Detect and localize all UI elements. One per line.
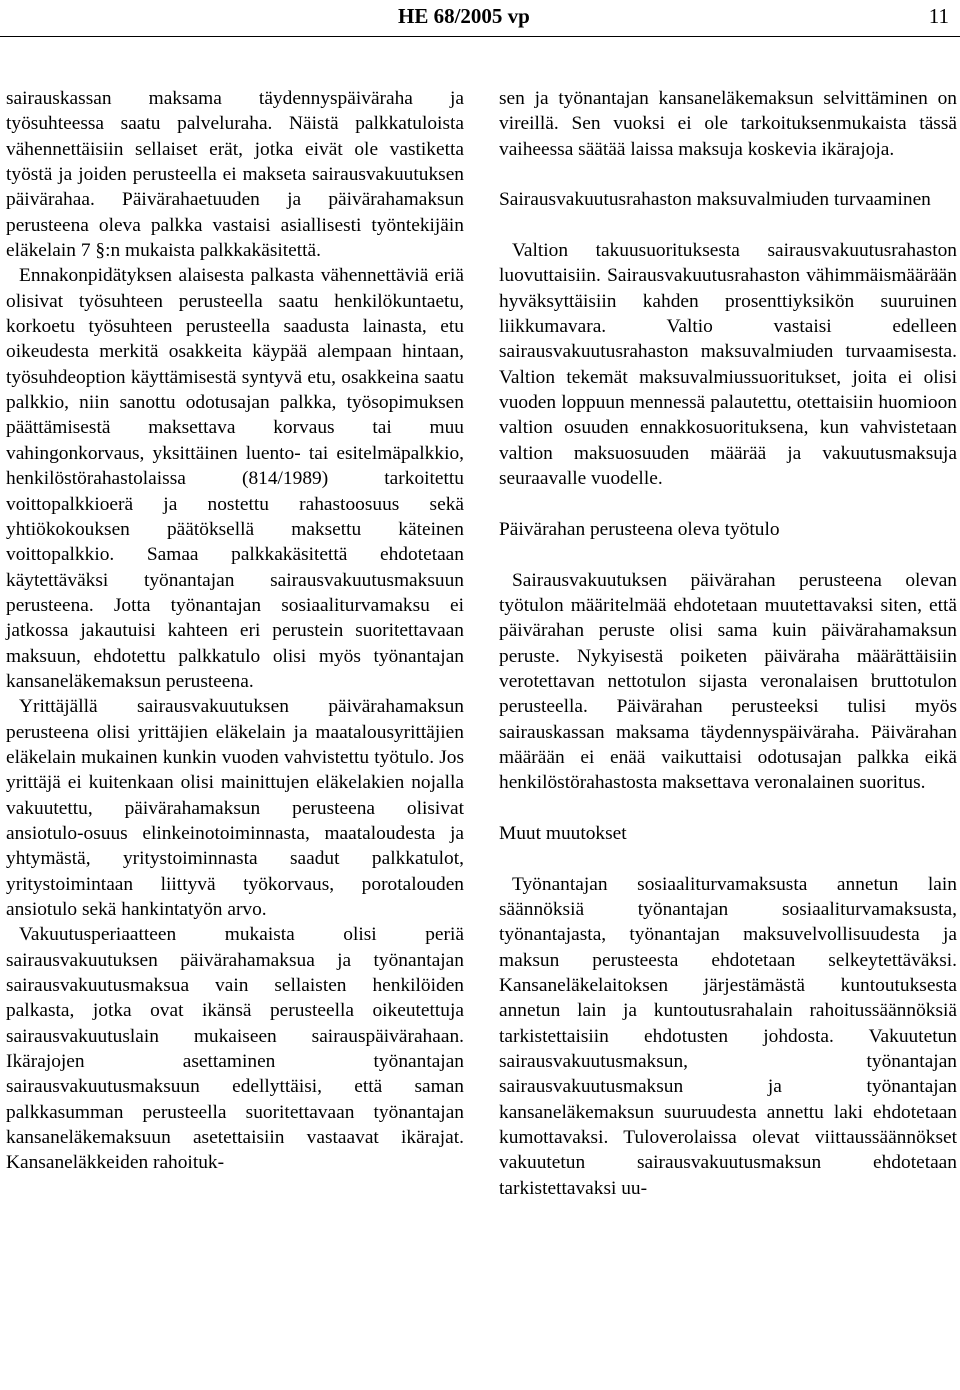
left-column [6,86,464,1176]
header-rule [0,36,960,37]
right-paragraph-2: Valtion takuusuorituksesta sairausvakuutusrahaston luovuttaisiin. Sairausvakuutusrahaston vähimmäismäärään hyväksyttäisiin kahden prosenttiyksikön suuruinen liikkumavara. Valtio vastaisi edelleen sairausvakuutusrahaston maksuvalmiuden turvaamisesta. Valtion tekemät maksuvalmiussuoritukset, joita ei olisi vuoden loppuun mennessä palautettu, otettaisiin huomioon valtion osuuden ennakkosuorituksena, kun vahvistetaan valtion maksuosuuden määrää ja vakuutusmaksuja seuraavalle vuodelle. [499,240,957,490]
right-column [499,86,957,1201]
left-paragraph-2: Ennakonpidätyksen alaisesta palkasta vähennettäviä eriä olisivat työsuhteen perusteella saatu henkilökuntaetu, korkoetu työsuhteen perusteella saadusta lainasta, etu oikeudesta merkitä osakkeita käypää alempaan hintaan, työsuhdeoption käyttämisestä syntyvä etu, osakkeina saatu palkkio, niin sanottu odotusajan palkka, työsopimuksen päättämisestä maksettava korvaus tai muu vahingonkorvaus, yksittäinen luento- tai esitelmäpalkkio, henkilöstörahastolaissa (814/1989) tarkoitettu voittopalkkioerä ja nostettu rahastoosuus sekä yhtiökokouksen päätöksellä maksettu käteinen voittopalkkio. Samaa palkkakäsitettä ehdotetaan käytettäväksi työnantajan sairausvakuutusmaksuun perusteena. Jotta työnantajan sosiaaliturvamaksu ei jatkossa jakautuisi kahteen eri perustein suoritettavaan maksuun, ehdotettu palkkatulo olisi myös työnantajan kansaneläkemaksun perusteena. [6,265,464,692]
page-number: 11 [928,4,949,28]
right-paragraph-1: sen ja työnantajan kansaneläkemaksun selvittäminen on vireillä. Sen vuoksi ei ole tarkoituksenmukaista tässä vaiheessa säätää laissa maksuja koskevia ikärajoja. [499,88,957,160]
page-header [0,0,960,30]
document-id: HE 68/2005 vp [398,4,530,28]
section-heading-tyotulo: Päivärahan perusteena oleva työtulo [499,518,780,540]
left-paragraph-3: Yrittäjällä sairausvakuutuksen päivärahamaksun perusteena olisi yrittäjien eläkelain ja maatalousyrittäjien eläkelain mukainen kunkin vuoden vahvistettu työtulo. Jos yrittäjä ei kuitenkaan olisi mainittujen eläkelakien nojalla vakuutettu, päivärahamaksun perusteena olisivat ansiotulo-osuus elinkeinotoiminnasta, maataloudesta ja yhtymästä, yritystoiminnasta saadut palkkatulot, yritystoimintaan liittyvä työkorvaus, porotalouden ansiotulo sekä hankintatyön arvo. [6,696,464,920]
left-paragraph-1: sairauskassan maksama täydennyspäiväraha ja työsuhteessa saatu palveluraha. Näistä palkkatuloista vähennettäisiin sellaiset erät, jotka eivät ole vastiketta työstä ja joiden perusteella ei makseta sairausvakuutuksen päivärahaa. Päivärahaetuuden ja päivärahamaksun perusteena oleva palkka vastaisi asiallisesti työntekijäin eläkelain 7 §:n mukaista palkkakäsitettä. [6,88,464,262]
left-paragraph-4: Vakuutusperiaatteen mukaista olisi periä sairausvakuutuksen päivärahamaksua ja työnantajan sairausvakuutusmaksua vain sellaisten henkilöiden palkasta, jotka ovat ikänsä perusteella oikeutettuja sairausvakuutuslain mukaiseen sairauspäivärahaan. Ikärajojen asettaminen työnantajan sairausvakuutusmaksuun edellyttäisi, että saman palkkasumman perusteella suoritettavaan työnantajan kansaneläkemaksuun asetettaisiin vastaavat ikärajat. Kansaneläkkeiden rahoituk- [6,924,464,1174]
right-paragraph-4: Työnantajan sosiaaliturvamaksusta annetun lain säännöksiä työnantajan sosiaaliturvamaksusta, työnantajasta, työnantajan maksuvelvollisuudesta ja maksun perusteesta ehdotetaan selkeytettäväksi. Kansaneläkelaitoksen järjestämästä kuntoutuksesta annetun lain ja kuntoutusrahalain rahoitussäännöksiä tarkistettaisiin ehdotusten johdosta. Vakuutetun sairausvakuutusmaksun, työnantajan sairausvakuutusmaksun ja työnantajan kansaneläkemaksun suuruudesta annettu laki ehdotetaan kumottavaksi. Tuloverolaissa olevat viittaussäännökset vakuutetun sairausvakuutusmaksun ehdotetaan tarkistettavaksi uu- [499,873,957,1199]
section-heading-maksuvalmius: Sairausvakuutusrahaston maksuvalmiuden turvaaminen [499,189,931,211]
section-heading-muut-muutokset: Muut muutokset [499,822,627,844]
right-paragraph-3: Sairausvakuutuksen päivärahan perusteena olevan työtulon määritelmää ehdotetaan muutettavaksi siten, että päivärahan peruste olisi sama kuin päivärahamaksun peruste. Nykyisestä poiketen päiväraha määrättäisiin verotettavan nettotulon sijasta veronalaisen bruttotulon perusteella. Päivärahan perusteeksi tulisi myös sairauskassan maksama täydennyspäiväraha. Päivärahan määrään ei enää vaikuttaisi odotusajan palkka eikä henkilöstörahastosta maksettava veronalainen suoritus. [499,569,957,794]
